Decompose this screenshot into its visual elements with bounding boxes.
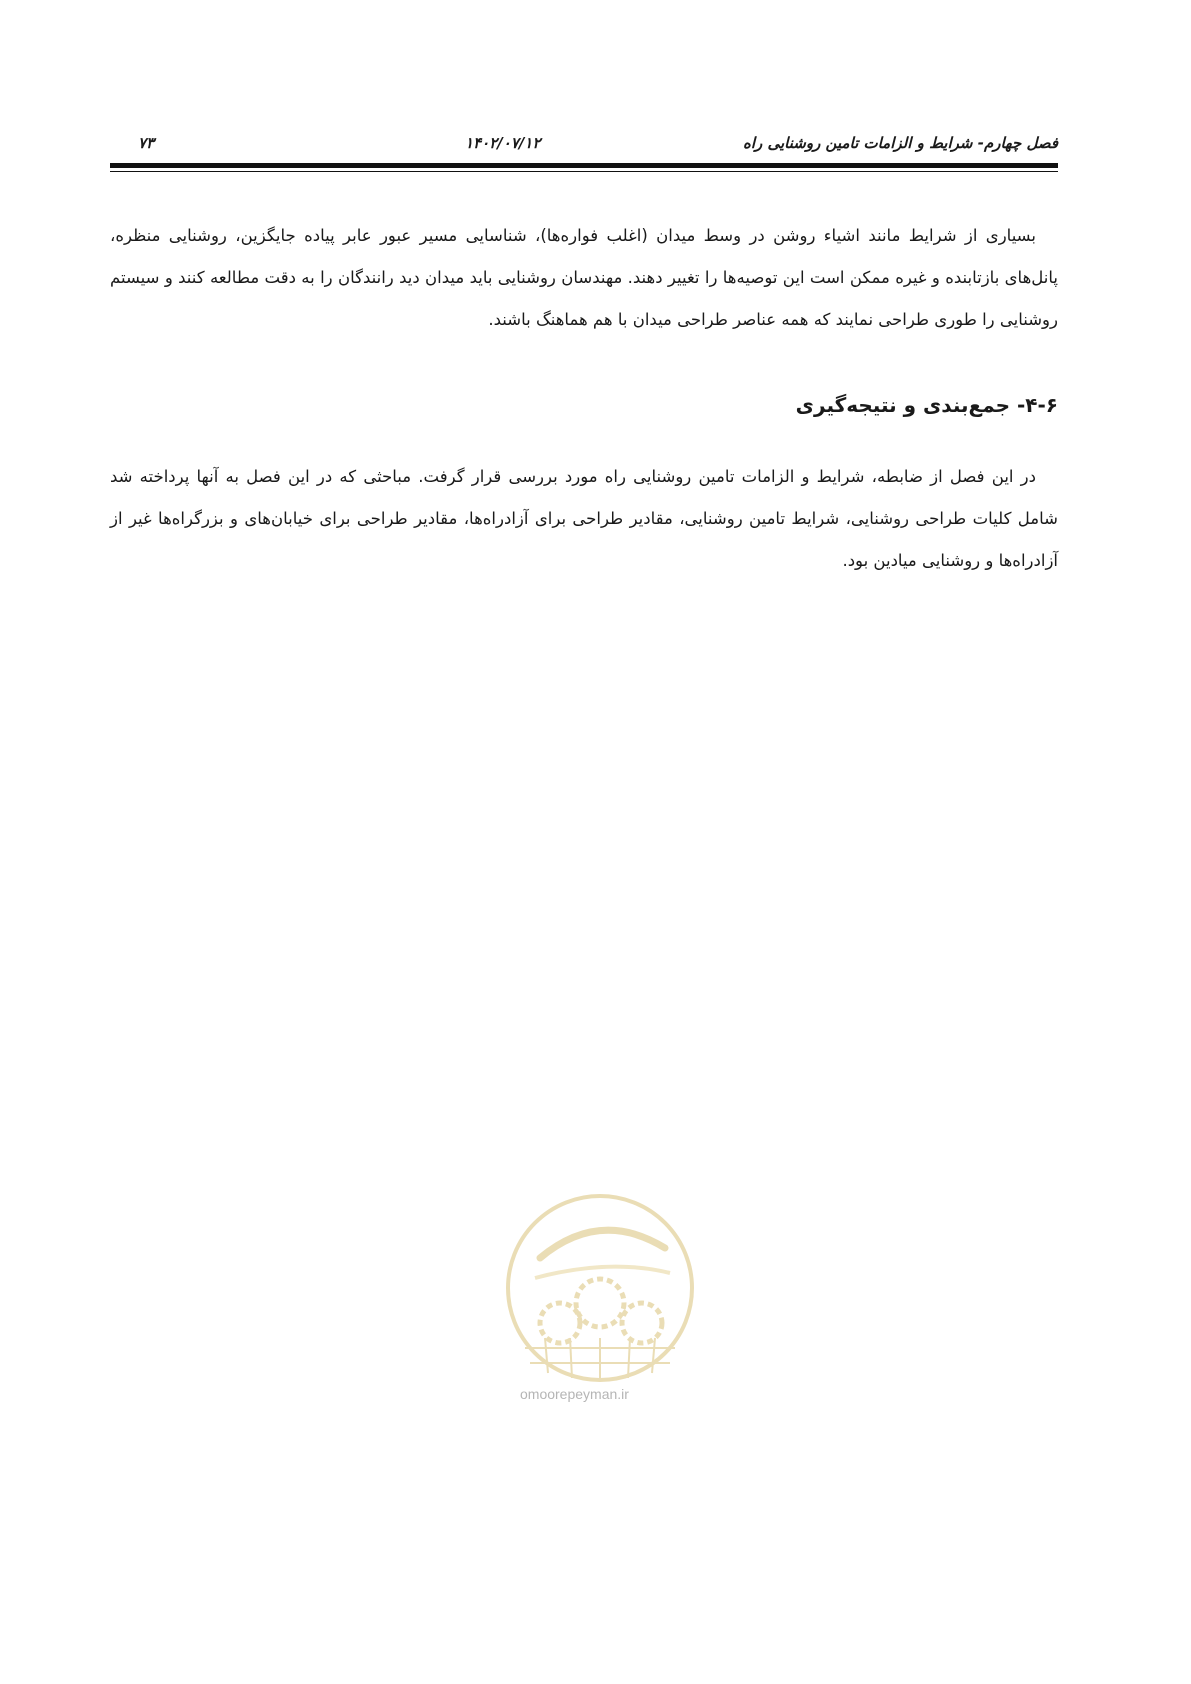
chapter-title: فصل چهارم- شرایط و الزامات تامین روشنایی راه: [742, 134, 1058, 152]
watermark-site: omoorepeyman.ir: [520, 1386, 629, 1402]
section-heading: ۴-۶- جمع‌بندی و نتیجه‌گیری: [795, 393, 1058, 417]
page-header: [110, 126, 1058, 156]
body-paragraph-1: بسیاری از شرایط مانند اشیاء روشن در وسط میدان (اغلب فواره‌ها)، شناسایی مسیر عبور عابر پیاده جایگزین، روشنایی منظره، پانل‌های بازتابنده و غیره ممکن است این توصیه‌ها را تغییر دهند. مهندسان روشنایی باید میدان دید رانندگان را به دقت مطالعه کنند و سیستم روشنایی را طوری طراحی نمایند که همه عناصر طراحی میدان با هم هماهنگ باشند.: [110, 226, 1058, 329]
body-paragraph-2: در این فصل از ضابطه، شرایط و الزامات تامین روشنایی راه مورد بررسی قرار گرفت. مباحثی که در این فصل به آنها پرداخته شد شامل کلیات طراحی روشنایی، شرایط تامین روشنایی، مقادیر طراحی برای آزادراه‌ها، مقادیر طراحی برای خیابان‌های و بزرگراه‌ها غیر از آزادراه‌ها و روشنایی میادین بود.: [110, 467, 1058, 570]
header-rule-thin: [110, 171, 1058, 172]
page-number: ۷۳: [138, 134, 155, 152]
header-date: ۱۴۰۲/۰۷/۱۲: [465, 134, 541, 152]
watermark-logo: [500, 1188, 700, 1408]
header-rule-thick: [110, 163, 1058, 168]
